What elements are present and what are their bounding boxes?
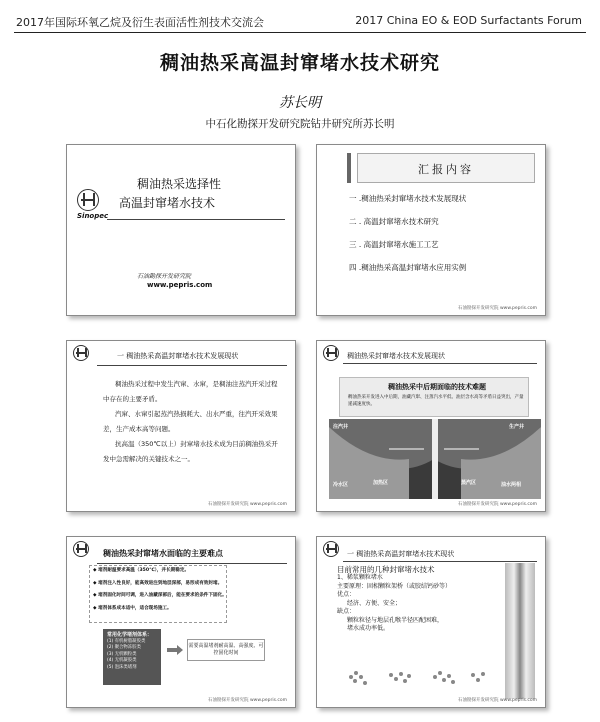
cover-title-line1: 稠油热采选择性: [137, 177, 222, 191]
agenda-item: 三 . 高温封窜堵水施工工艺: [349, 240, 439, 249]
chemical-system-item: (4) 无机凝胶类: [107, 658, 137, 663]
sinopec-icon: [73, 345, 89, 361]
problem-title: 稠油热采中后期面临的技术难题: [388, 383, 486, 391]
slide-agenda: [316, 144, 546, 316]
agenda-accent-bar: [347, 153, 351, 183]
slide-body: [337, 565, 497, 634]
body-paragraph: 抗高温（350℃以上）封窜堵水技术成为目前稠油热采开发中急需解决的关键技术之一。: [103, 440, 278, 463]
problem-text: 稠油热采开发进入中后期，油藏汽窜、注蒸汽水平低、油层含水高等矛盾日益突出，产量递减速度快。: [348, 395, 524, 407]
body-advantages-label: 优点：: [337, 591, 356, 598]
article-author: 苏长明: [279, 95, 321, 111]
slide-technology-status: [316, 536, 546, 708]
title-rule: [97, 365, 287, 366]
wellbore-image: [505, 563, 535, 699]
title-rule: [343, 363, 537, 364]
header-left-text: 2017年国际环氧乙烷及衍生表面活性剂技术交流会: [16, 16, 264, 29]
article-title: 稠油热采高温封窜堵水技术研究: [159, 52, 440, 74]
title-rule: [343, 561, 537, 562]
body-advantages: 经济、方便、安全；: [347, 599, 402, 607]
sinopec-logo: [323, 345, 339, 361]
chemical-systems-box: [103, 629, 161, 685]
body-disadvantage-line: 颗粒粒径与地层孔喉半径匹配困难，: [347, 616, 444, 624]
label-injection-well: 注汽井: [333, 424, 349, 430]
cover-title-rule: [107, 219, 285, 220]
requirement-callout: 需要高温堵剂耐高温、高强度、可控固化时间: [187, 639, 265, 661]
label-cold-zone: 冷水区: [333, 482, 349, 488]
slide-footer: 石油勘探开发研究院 www.pepris.com: [458, 698, 537, 703]
label-steam-zone: 蒸汽区: [461, 480, 477, 486]
article-affiliation: 中石化勘探开发研究院钻井研究所苏长明: [205, 118, 395, 130]
chemical-system-item: (1) 有机树脂凝胶类: [107, 638, 146, 644]
label-oil-water: 油水两相: [501, 482, 522, 488]
slide-status-overview: [66, 340, 296, 512]
slide-title: 一 稠油热采高温封窜堵水技术现状: [347, 550, 455, 558]
agenda-title: 汇报内容: [418, 163, 474, 176]
cover-website: www.pepris.com: [147, 281, 213, 289]
body-paragraph: 汽窜、水窜引起蒸汽热损耗大、出水严重，往汽开采效果差，生产成本高等问题。: [103, 410, 278, 433]
chemical-system-item: (2) 聚合物冻胶类: [107, 645, 141, 650]
sinopec-logo: [77, 189, 108, 220]
slide-title: 稠油热采封窜堵水面临的主要难点: [103, 549, 223, 558]
agenda-item: 二 . 高温封窜堵水技术研究: [349, 217, 439, 226]
logo-text: Sinopec: [77, 212, 109, 220]
slide-footer: 石油勘探开发研究院 www.pepris.com: [208, 698, 287, 703]
body-paragraph: 稠油热采过程中发生汽窜、水窜，是稠油注蒸汽开采过程中存在的主要矛盾。: [103, 380, 278, 403]
sinopec-logo: [73, 541, 89, 557]
chemical-systems-heading: 常用化学堵剂体系：: [107, 632, 153, 638]
title-rule: [97, 563, 287, 564]
slide-title: 稠油热采封窜堵水技术发展现状: [347, 352, 445, 360]
slide-cover: [66, 144, 296, 316]
label-heated-zone: 加热区: [373, 480, 389, 486]
body-lead: 目前常用的几种封窜堵水技术: [337, 565, 435, 574]
agenda-title-box: [357, 153, 535, 183]
slide-title: 一 稠油热采高温封窜堵水技术发展现状: [117, 352, 239, 360]
cover-institute: 石油勘探开发研究院: [137, 273, 192, 280]
reservoir-diagram: [329, 419, 541, 499]
slide-footer: 石油勘探开发研究院 www.pepris.com: [458, 502, 537, 507]
difficulty-item: ◆ 堵剂耐温要求高温（350℃），并长期稳定。: [93, 567, 227, 573]
agenda-item: 四 .稠油热采高温封窜堵水应用实例: [349, 263, 467, 272]
slide-footer: 石油勘探开发研究院 www.pepris.com: [208, 502, 287, 507]
difficulty-item: ◆ 堵剂固化时间可调，进入油藏深部后，能在要求的条件下固化。: [93, 592, 227, 598]
body-disadvantages-label: 缺点：: [337, 608, 356, 615]
slide-difficulties: [66, 536, 296, 708]
sinopec-icon: [323, 541, 339, 557]
agenda-list: [349, 193, 466, 285]
arrow-right-icon: [167, 645, 183, 655]
chemical-system-item: (3) 无机颗粒类: [107, 651, 137, 657]
problem-box: [339, 377, 529, 417]
sinopec-icon: [77, 189, 99, 211]
header-divider: [14, 32, 586, 33]
header-right-text: 2017 China EO & EOD Surfactants Forum: [355, 14, 582, 27]
particles-illustration: [343, 663, 493, 691]
cover-title-line2: 高温封窜堵水技术: [119, 196, 216, 210]
agenda-item: 一 .稠油热采封窜堵水技术发展现状: [349, 194, 467, 203]
body-item: 1、稀浆颗粒堵水: [337, 574, 383, 581]
body-principle: 主要原理：固相颗粒架桥（或胶结钙砂等）: [337, 582, 452, 590]
sinopec-logo: [323, 541, 339, 557]
slide-body: [103, 377, 283, 467]
slide-status-diagram: [316, 340, 546, 512]
sinopec-icon: [323, 345, 339, 361]
label-production-well: 生产井: [509, 424, 525, 430]
difficulty-item: ◆ 堵剂注入性良好，能高效进注到地层深部，易形成有效封堵。: [93, 580, 227, 586]
chemical-system-item: (5) 泡沫类堵剂: [107, 664, 137, 670]
body-disadvantage-line: 堵水成功率低。: [347, 625, 390, 632]
sinopec-icon: [73, 541, 89, 557]
difficulty-item: ◆ 堵剂体系成本适中，适合现场施工。: [93, 605, 227, 611]
difficulty-list: [93, 567, 227, 617]
sinopec-logo: [73, 345, 89, 361]
slide-footer: 石油勘探开发研究院 www.pepris.com: [458, 306, 537, 311]
